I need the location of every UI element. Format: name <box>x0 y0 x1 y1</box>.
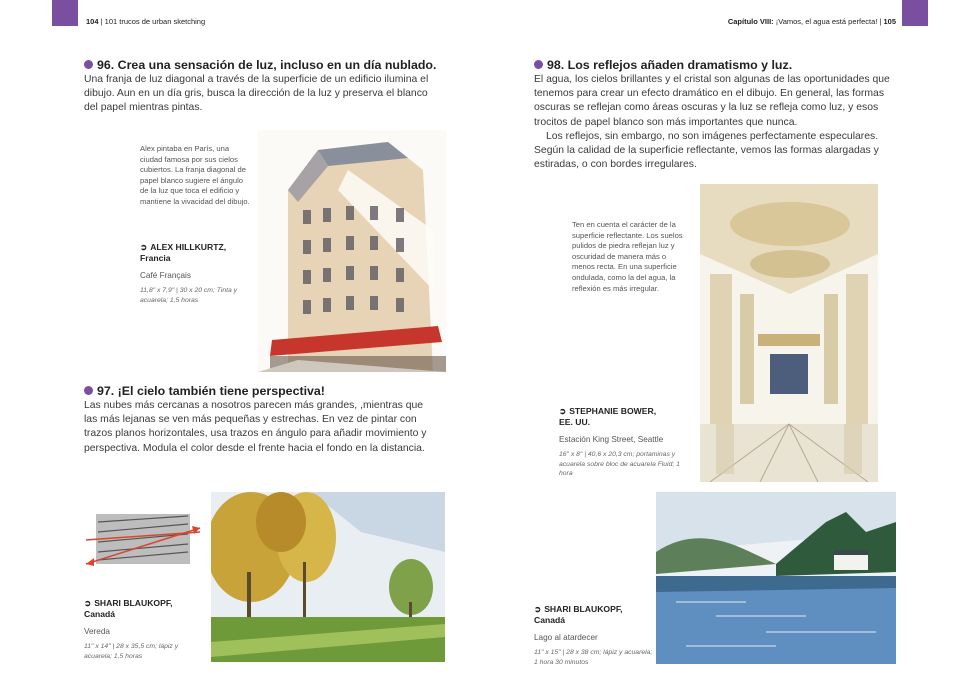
section-97-title: 97. ¡El cielo también tiene perspectiva! <box>84 384 325 398</box>
section-98-caption: Ten en cuenta el carácter de la superficie reflectante. Los suelos pulidos de piedra reflejan luz y oscuridad de manera más o menos recta. En una superficie ondulada, como la del agua, la reflexión es más irregular. <box>572 220 683 293</box>
section-97-body: Las nubes más cercanas a nosotros parecen más grandes, ,mientras que las más lejanas se ven más pequeñas y estrechas. En vez de pintar con trazos planos horizontales, usa trazos en ángulo para añadir movimiento y perspectiva. Modula el color desde el frente hacia el fondo en la distancia. <box>84 400 427 454</box>
king-street-station-painting <box>700 184 878 482</box>
bullet-dot <box>84 386 93 395</box>
arrow-icon: ➲ <box>559 406 567 416</box>
arrow-icon: ➲ <box>84 598 92 608</box>
right-running-head: Capítulo VIII: ¡Vamos, el agua está perfecta! | 105 <box>727 17 896 26</box>
bullet-dot <box>534 60 543 69</box>
work-specs: 11" x 14" | 28 x 35,5 cm; lápiz y acuarela; 1,5 horas <box>84 643 179 660</box>
arrow-icon: ➲ <box>534 604 542 614</box>
lago-al-atardecer-painting <box>656 492 896 664</box>
work-title: Café Français <box>140 271 191 280</box>
section-97-credit: ➲ SHARI BLAUKOPF, Canadá Vereda 11" x 14" | 28 x 35,5 cm; lápiz y acuarela; 1,5 horas <box>84 598 204 661</box>
bullet-dot <box>84 60 93 69</box>
left-page-tab <box>52 0 78 26</box>
section-98b-credit: ➲ SHARI BLAUKOPF, Canadá Lago al atardecer 11" x 15" | 28 x 38 cm; lápiz y acuarela; 1 hora 30 minutos <box>534 604 653 666</box>
work-title: Estación King Street, Seattle <box>559 435 664 444</box>
work-specs: 11" x 15" | 28 x 38 cm; lápiz y acuarela; 1 hora 30 minutos <box>534 649 653 666</box>
left-page-number: 104 <box>86 17 99 26</box>
section-96-title: 96. Crea una sensación de luz, incluso en un día nublado. <box>84 58 436 72</box>
section-96-credit: ➲ ALEX HILLKURTZ, Francia Café Français 11,8" x 7,9" | 30 x 20 cm; Tinta y acuarela; 1,5 horas <box>140 242 255 305</box>
work-specs: 16" x 8" | 40,6 x 20,3 cm; portaminas y acuarela sobre bloc de acuarela Fluid; 1 hora <box>559 451 680 478</box>
right-page-number: 105 <box>883 17 896 26</box>
arrow-icon: ➲ <box>140 242 148 252</box>
section-98-title: 98. Los reflejos añaden dramatismo y luz. <box>534 58 792 72</box>
vereda-painting <box>211 492 445 662</box>
work-title: Lago al atardecer <box>534 633 598 642</box>
work-title: Vereda <box>84 627 110 636</box>
section-98-credit: ➲ STEPHANIE BOWER, EE. UU. Estación King Street, Seattle 16" x 8" | 40,6 x 20,3 cm; portaminas y acuarela sobre bloc de acuarela Fluid; 1 hora <box>559 406 693 479</box>
sky-perspective-sketch <box>84 502 202 576</box>
section-96-caption: Alex pintaba en París, una ciudad famosa por sus cielos cubiertos. La franja diagonal de papel blanco sugiere el ángulo de la luz que toca el edificio y mantiene la vivacidad del dibujo. <box>140 144 250 206</box>
work-specs: 11,8" x 7,9" | 30 x 20 cm; Tinta y acuarela; 1,5 horas <box>140 287 238 304</box>
book-title: 101 trucos de urban sketching <box>104 17 206 26</box>
chapter-title: ¡Vamos, el agua está perfecta! <box>775 17 878 26</box>
chapter-label: Capítulo VIII: <box>727 17 774 26</box>
cafe-francais-painting <box>258 130 446 372</box>
left-running-head: 104 | 101 trucos de urban sketching <box>86 17 206 26</box>
right-page-tab <box>902 0 928 26</box>
section-96-body: Una franja de luz diagonal a través de la superficie de un edificio ilumina el dibujo. Aun en un día gris, busca la dirección de la luz y preserva el blanco del papel mientras pintas. <box>84 74 429 114</box>
section-98-body: El agua, los cielos brillantes y el cristal son algunas de las oportunidades que tenemos para crear un efecto dramático en el dibujo. En general, las formas oscuras se reflejan como áreas oscuras y la luz se refleja como luz, y esos trocitos de papel blanco son más importantes que nunca. Los reflejos, sin embargo, no son imágenes perfectamente especulares. Según la calidad de la superficie reflectante, vemos las formas alargadas y estiradas, o con bordes irregulares. <box>534 74 890 171</box>
